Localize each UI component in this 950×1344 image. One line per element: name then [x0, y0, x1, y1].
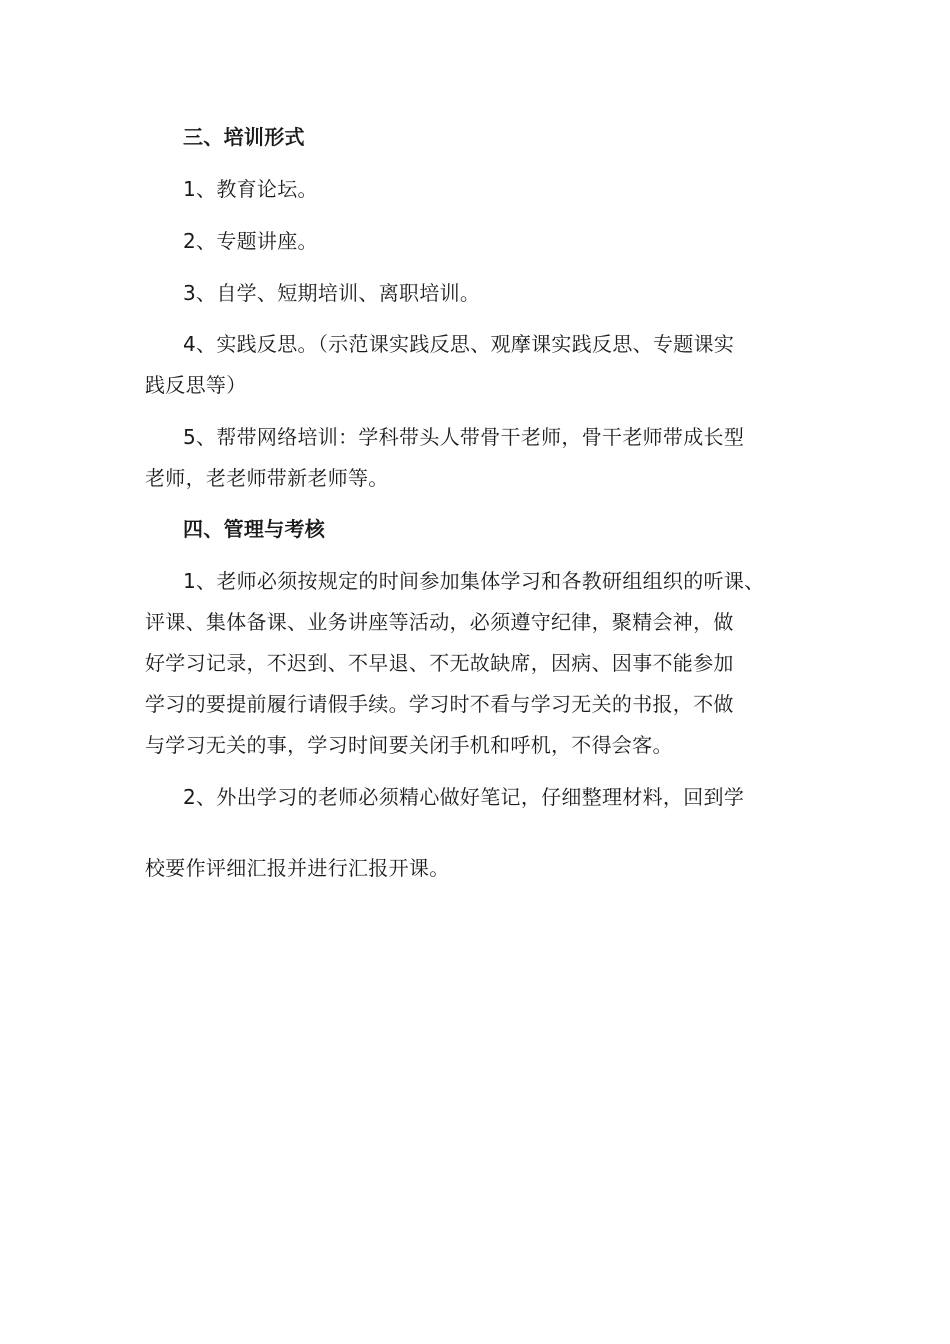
- paragraph-line: 2、外出学习的老师必须精心做好笔记，仔细整理材料，回到学: [183, 785, 745, 809]
- list-item: 5、帮带网络培训：学科带头人带骨干老师，骨干老师带成长型: [183, 425, 745, 449]
- section-heading-training-form: 三、培训形式: [183, 125, 305, 149]
- list-item: 4、实践反思。（示范课实践反思、观摩课实践反思、专题课实: [183, 332, 735, 356]
- paragraph-line: 评课、集体备课、业务讲座等活动，必须遵守纪律，聚精会神，做: [145, 610, 734, 634]
- section-heading-management: 四、管理与考核: [183, 517, 326, 541]
- paragraph-line: 与学习无关的事，学习时间要关闭手机和呼机，不得会客。: [145, 733, 673, 757]
- list-item: 1、教育论坛。: [183, 177, 318, 201]
- list-item-continuation: 践反思等）: [145, 373, 247, 397]
- list-item: 2、专题讲座。: [183, 229, 318, 253]
- paragraph-line: 好学习记录，不迟到、不早退、不无故缺席，因病、因事不能参加: [145, 651, 734, 675]
- paragraph-line: 1、老师必须按规定的时间参加集体学习和各教研组组织的听课、: [183, 569, 765, 593]
- paragraph-line: 校要作评细汇报并进行汇报开课。: [145, 856, 450, 880]
- list-item: 3、自学、短期培训、离职培训。: [183, 281, 481, 305]
- list-item-continuation: 老师，老老师带新老师等。: [145, 466, 389, 490]
- paragraph-line: 学习的要提前履行请假手续。学习时不看与学习无关的书报，不做: [145, 692, 734, 716]
